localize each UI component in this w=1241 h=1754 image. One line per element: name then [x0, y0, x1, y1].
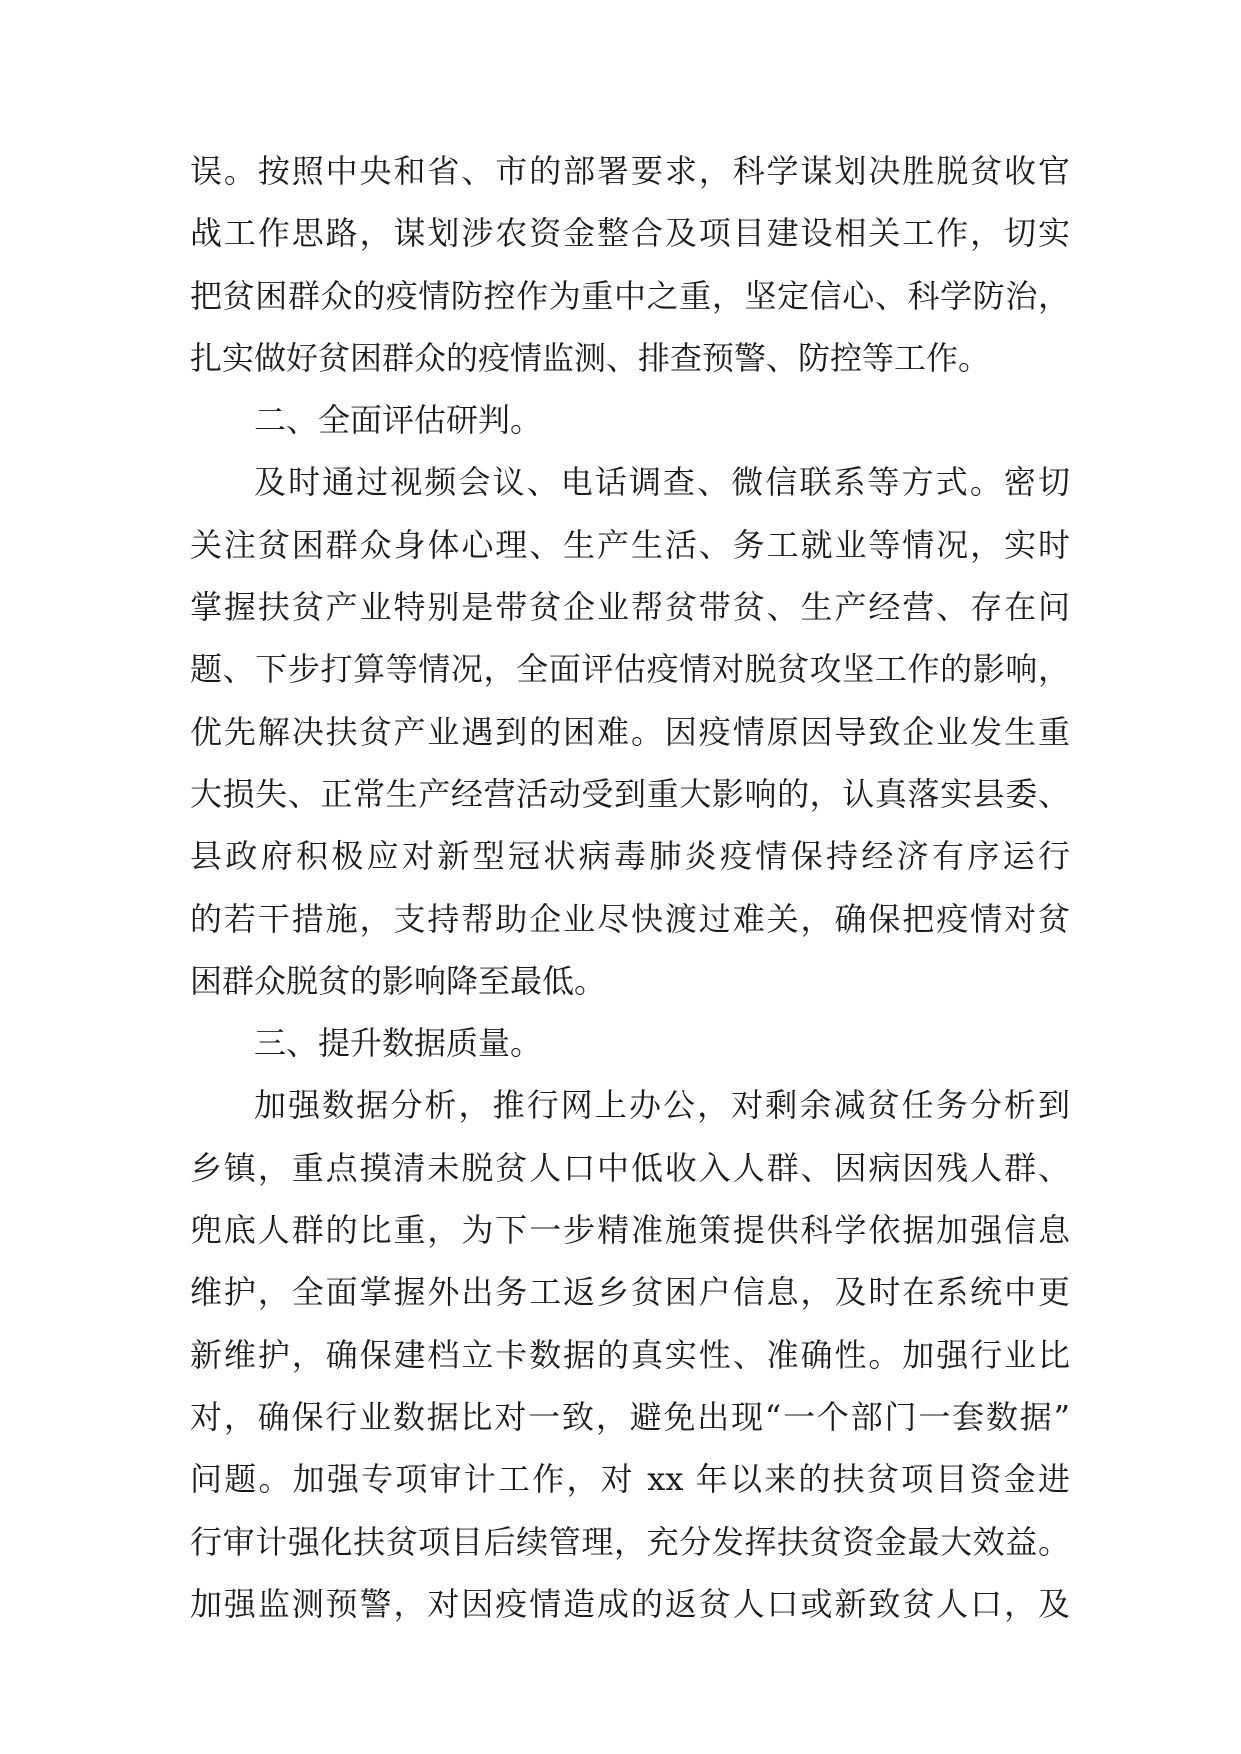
text-line: 对，确保行业数据比对一致，避免出现“一个部门一套数据” [190, 1397, 1070, 1436]
text-line: 的若干措施，支持帮助企业尽快渡过难关，确保把疫情对贫 [190, 899, 1070, 938]
text-line: 乡镇，重点摸清未脱贫人口中低收入人群、因病因残人群、 [190, 1148, 1070, 1187]
text-line: 行审计强化扶贫项目后续管理，充分发挥扶贫资金最大效益。 [190, 1522, 1070, 1561]
text-line: 优先解决扶贫产业遇到的困难。因疫情原因导致企业发生重 [190, 712, 1070, 751]
document-body [190, 151, 1070, 1646]
text-line: 关注贫困群众身体心理、生产生活、务工就业等情况，实时 [190, 525, 1070, 564]
text-line: 及时通过视频会议、电话调查、微信联系等方式。密切 [254, 463, 1070, 502]
text-line: 战工作思路，谋划涉农资金整合及项目建设相关工作，切实 [190, 214, 1070, 253]
text-line: 兜底人群的比重，为下一步精准施策提供科学依据加强信息 [190, 1211, 1070, 1250]
section-heading: 三、提升数据质量。 [254, 1024, 543, 1063]
text-line: 误。按照中央和省、市的部署要求，科学谋划决胜脱贫收官 [190, 152, 1070, 190]
text-line: 新维护，确保建档立卡数据的真实性、准确性。加强行业比 [190, 1335, 1070, 1374]
text-line: 掌握扶贫产业特别是带贫企业帮贫带贫、生产经营、存在问 [190, 588, 1070, 627]
section-heading: 二、全面评估研判。 [254, 401, 543, 440]
text-line: 困群众脱贫的影响降至最低。 [190, 961, 607, 1000]
text-line: 扎实做好贫困群众的疫情监测、排查预警、防控等工作。 [190, 338, 991, 377]
text-line: 维护，全面掌握外出务工返乡贫困户信息，及时在系统中更 [190, 1273, 1070, 1312]
text-line: 把贫困群众的疫情防控作为重中之重，坚定信心、科学防治， [190, 276, 1070, 315]
text-line: 加强数据分析，推行网上办公，对剩余减贫任务分析到 [254, 1086, 1070, 1125]
text-line: 题、下步打算等情况，全面评估疫情对脱贫攻坚工作的影响， [190, 650, 1070, 689]
text-line: 县政府积极应对新型冠状病毒肺炎疫情保持经济有序运行 [190, 837, 1070, 876]
text-line: 加强监测预警，对因疫情造成的返贫人口或新致贫人口，及 [190, 1584, 1070, 1623]
text-line: 大损失、正常生产经营活动受到重大影响的，认真落实县委、 [190, 774, 1070, 813]
text-line: 问题。加强专项审计工作，对 xx 年以来的扶贫项目资金进 [190, 1460, 1070, 1499]
